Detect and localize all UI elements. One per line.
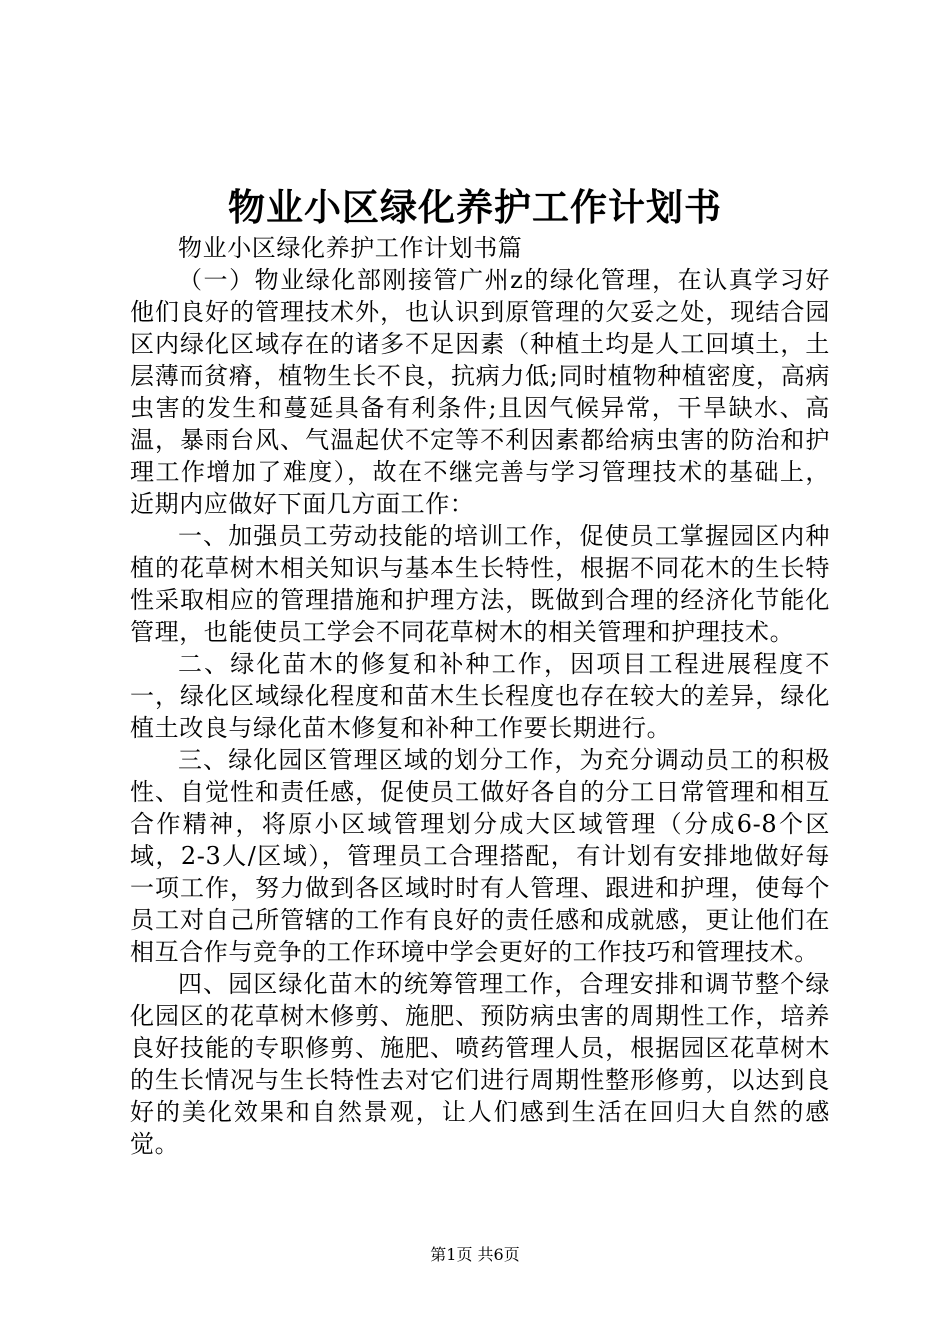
paragraph-intro: （一）物业绿化部刚接管广州z的绿化管理，在认真学习好他们良好的管理技术外，也认识到原管理的欠妥之处，现结合园区内绿化区域存在的诸多不足因素（种植土均是人工回填土，土层薄而贫瘠，植物生长不良，抗病力低;同时植物种植密度，高病虫害的发生和蔓延具备有利条件;且因气候异常，干旱缺水、高温，暴雨台风、气温起伏不定等不利因素都给病虫害的防治和护理工作增加了难度），故在不继完善与学习管理技术的基础上，近期内应做好下面几方面工作： [130, 266, 830, 518]
paragraph-coordination: 四、园区绿化苗木的统筹管理工作，合理安排和调节整个绿化园区的花草树木修剪、施肥、预防病虫害的周期性工作，培养良好技能的专职修剪、施肥、喷药管理人员，根据园区花草树木的生长情况与生长特性去对它们进行周期性整形修剪，以达到良好的美化效果和自然景观，让人们感到生活在回归大自然的感觉。 [130, 970, 830, 1158]
document-subtitle: 物业小区绿化养护工作计划书篇 [178, 234, 523, 262]
page-number-footer: 第1页 共6页 [430, 1245, 520, 1264]
document-title: 物业小区绿化养护工作计划书 [228, 186, 722, 229]
paragraph-replanting: 二、绿化苗木的修复和补种工作，因项目工程进展程度不一，绿化区域绿化程度和苗木生长程度也存在较大的差异，绿化植土改良与绿化苗木修复和补种工作要长期进行。 [130, 650, 830, 742]
document-body [130, 232, 830, 1160]
paragraph-training: 一、加强员工劳动技能的培训工作，促使员工掌握园区内种植的花草树木相关知识与基本生长特性，根据不同花木的生长特性采取相应的管理措施和护理方法，既做到合理的经济化节能化管理，也能使员工学会不同花草树木的相关管理和护理技术。 [130, 522, 830, 646]
paragraph-zoning: 三、绿化园区管理区域的划分工作，为充分调动员工的积极性、自觉性和责任感，促使员工做好各自的分工日常管理和相互合作精神，将原小区域管理划分成大区域管理（分成6-8个区域，2-3人/区域），管理员工合理搭配，有计划有安排地做好每一项工作，努力做到各区域时时有人管理、跟进和护理，使每个员工对自己所管辖的工作有良好的责任感和成就感，更让他们在相互合作与竞争的工作环境中学会更好的工作技巧和管理技术。 [130, 746, 830, 966]
